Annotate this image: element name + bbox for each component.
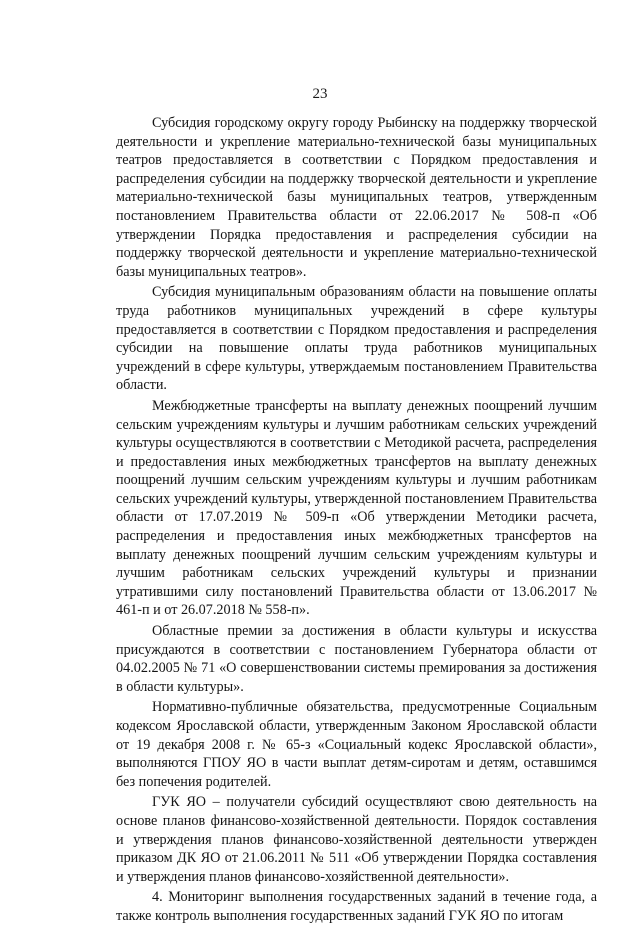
paragraph-salary-subsidy: Субсидия муниципальным образованиям области на повышение оплаты труда работников муниципальных учреждений в сфере культуры предоставляется в соответствии с Порядком предоставления и распределения субсидии на повышение оплаты труда работников муниципальных учреждений в сфере культуры, утверждаемым постановлением Правительства области. (116, 284, 597, 394)
paragraph-regional-culture-awards: Областные премии за достижения в области культуры и искусства присуждаются в соответствии с постановлением Губернатора области от 04.02.2005 № 71 «О совершенствовании системы премирования за достижения в области культуры». (116, 623, 597, 695)
document-body (116, 114, 597, 928)
paragraph-rural-incentive-transfers: Межбюджетные трансферты на выплату денежных поощрений лучшим сельским учреждениям культуры и лучшим работникам сельских учреждений культуры осуществляются в соответствии с Методикой расчета, распределения и предоставления иных межбюджетных трансфертов на выплату денежных поощрений лучшим сельским учреждениям культуры и лучшим работникам сельских учреждений культуры, утвержденной постановлением Правительства области от 17.07.2019 № 509-п «Об утверждении Методики расчета, распределения и предоставления иных межбюджетных трансфертов на выплату денежных поощрений лучшим сельским учреждениям культуры и лучшим работникам сельских учреждений культуры и признании утратившими силу постановлений Правительства области от 13.06.2017 № 461-п и от 26.07.2018 № 558-п». (116, 397, 597, 619)
paragraph-financial-plans: ГУК ЯО – получатели субсидий осуществляют свою деятельность на основе планов финансово-хозяйственной деятельности. Порядок составления и утверждения планов финансово-хозяйственной деятельности утвержден приказом ДК ЯО от 21.06.2011 № 511 «Об утверждении Порядка составления и утверждения планов финансово-хозяйственной деятельности». (116, 794, 597, 885)
paragraph-rybinsk-theatre-subsidy: Субсидия городскому округу городу Рыбинску на поддержку творческой деятельности и укрепление материально-технической базы муниципальных театров предоставляется в соответствии с Порядком предоставления и распределения субсидии на поддержку творческой деятельности и укрепление материально-технической базы муниципальных театров, утвержденным постановлением Правительства области от 22.06.2017 № 508-п «Об утверждении Порядка предоставления и распределения субсидии на поддержку творческой деятельности и укрепление материально-технической базы муниципальных театров». (116, 115, 597, 280)
page-number: 23 (312, 86, 328, 102)
paragraph-public-obligations: Нормативно-публичные обязательства, предусмотренные Социальным кодексом Ярославской области, утвержденным Законом Ярославской области от 19 декабря 2008 г. № 65-з «Социальный кодекс Ярославской области», выполняются ГПОУ ЯО в части выплат детям-сиротам и детям, оставшимся без попечения родителей. (116, 699, 597, 790)
paragraph-monitoring: 4. Мониторинг выполнения государственных заданий в течение года, а также контроль выполнения государственных заданий ГУК ЯО по итогам (116, 889, 597, 924)
